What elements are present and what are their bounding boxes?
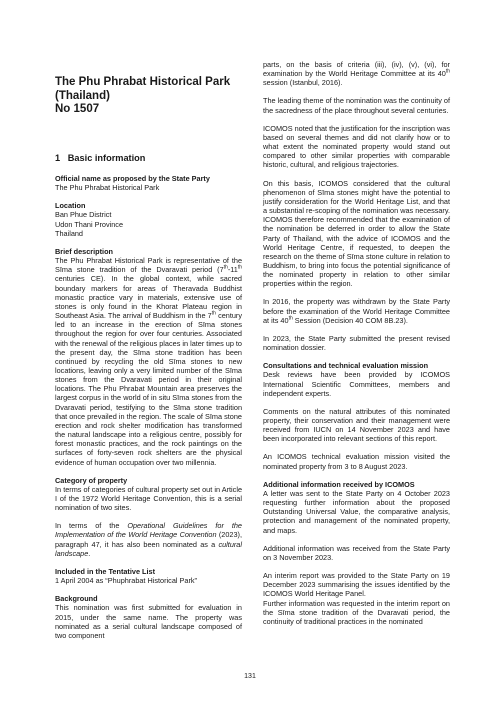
interim-further-text: Further information was requested in the interim report on the Sīma stone tradition of the Dvaravati period, the continuity of traditional practices in the nominated: [263, 598, 450, 626]
additional-info-heading: Additional information received by ICOMOS: [263, 479, 415, 489]
document-title: [55, 76, 245, 117]
category-heading: Category of property: [55, 475, 128, 485]
page-number: 131: [244, 673, 256, 680]
section-number: 1: [55, 153, 61, 163]
official-name-heading: Official name as proposed by the State Party: [55, 174, 210, 183]
consultations-text: Desk reviews have been provided by ICOMOS International Scientific Committees, members and independent experts.: [263, 370, 450, 398]
tentative-list-heading: Included in the Tentative List: [55, 566, 156, 576]
withdrawal-text: In 2016, the property was withdrawn by the State Party before the examination of the World Heritage Committee at its 40th Session (Decision 40 COM 8B.23).: [263, 297, 450, 325]
received-info-text: Additional information was received from the State Party on 3 November 2023.: [263, 543, 450, 562]
icomos-note-text: ICOMOS noted that the justification for the inscription was based on several themes and did not clarify how or to what extent the nominated property would stand out compared to other similar properties with comparable historic, cultural, and religious trajectories.: [263, 123, 450, 170]
leading-theme-text: The leading theme of the nomination was the continuity of the sacredness of the place throughout several centuries.: [263, 96, 450, 115]
tentative-list-text: 1 April 2004 as “Phuphrabat Historical Park”: [55, 576, 197, 586]
right-column: [263, 60, 450, 626]
background-text: This nomination was first submitted for evaluation in 2015, under the same name. The property was nominated as a serial cultural landscape composed of two component: [55, 603, 242, 640]
brief-description-heading: Brief description: [55, 246, 113, 256]
title-line-1: The Phu Phrabat Historical Park: [55, 76, 231, 88]
title-line-3: No 1507: [55, 103, 100, 115]
resubmission-text: In 2023, the State Party submitted the present revised nomination dossier.: [263, 333, 450, 353]
section-label: Basic information: [67, 153, 146, 163]
title-line-2: (Thailand): [55, 89, 110, 102]
operational-guidelines-text: In terms of the Operational Guidelines for the Implementation of the World Heritage Convention (2023), paragraph 47, it has also been nominated as a cultural landscape.: [55, 521, 242, 558]
location-line-1: Ban Phue District: [55, 210, 112, 220]
background-continued: parts, on the basis of criteria (iii), (iv), (v), (vi), for examination by the World Heritage Committee at its 40th session (Istanbul, 2016).: [263, 60, 450, 88]
location-line-2: Udon Thani Province: [55, 219, 124, 229]
official-name: The Phu Phrabat Historical Park: [55, 183, 160, 193]
location-line-3: Thailand: [55, 228, 83, 238]
mission-text: An ICOMOS technical evaluation mission visited the nominated property from 3 to 8 August 2023.: [263, 452, 450, 471]
location-heading: Location: [55, 201, 86, 211]
background-heading: Background: [55, 594, 98, 604]
left-column: [55, 174, 242, 640]
consultations-heading: Consultations and technical evaluation mission: [263, 361, 429, 371]
section-heading: [55, 153, 145, 163]
brief-description-text: The Phu Phrabat Historical Park is representative of the Sīma stone tradition of the Dvaravati period (7th-11th centuries CE). In the global context, while sacred boundary markers for areas of Theravada Buddhist monastic practice vary in materials, extensive use of stones is only found in the Khorat Plateau region in Southeast Asia. The arrival of Buddhism in the 7th century led to an increase in the erection of Sīma stones throughout the region for over four centuries. Associated with the renewal of the religious places in later times up to the present day, the Sīma stone tradition has been continued by recycling the old Sīma stones to new locations, leaving only a very limited number of the Sīma stones from the Dvaravati period in their original locations. The Phu Phrabat Mountain area preserves the largest corpus in the world of in situ Sīma stones from the Dvaravati period, testifying to the Sīma stone tradition that once prevailed in the region. The scale of Sīma stone erection and rock shelter modification has transformed the natural landscape into a religious centre, possibly for forest monastic practices, and the rock paintings on the surfaces of forty-seven rock shelters are the physical evidence of human occupation over two millennia.: [55, 256, 242, 467]
category-text: In terms of categories of cultural property set out in Article I of the 1972 World Heritage Convention, this is a serial nomination of two sites.: [55, 484, 242, 513]
iucn-comments-text: Comments on the natural attributes of this nominated property, their conservation and their management were received from IUCN on 14 November 2023 and have been incorporated into relevant sections of this report.: [263, 406, 450, 444]
additional-info-text: A letter was sent to the State Party on 4 October 2023 requesting further information about the proposed Outstanding Universal Value, the comparative analysis, protection and management of the nominated property, and maps.: [263, 488, 450, 535]
icomos-consideration-text: On this basis, ICOMOS considered that the cultural phenomenon of Sīma stones might have the potential to justify consideration for the World Heritage List, and that a substantial re-scoping of the nomination was necessary. ICOMOS therefore recommended that the examination of the nomination be deferred in order to allow the State Party of Thailand, with the advice of ICOMOS and the World Heritage Centre, if requested, to deepen the research on the theme of Sīma stone culture in relation to Buddhism, to bring into focus the potential significance of the nominated property in relation to other similar properties within the region.: [263, 178, 450, 289]
interim-report-text: An interim report was provided to the State Party on 19 December 2023 summarising the issues identified by the ICOMOS World Heritage Panel.: [263, 571, 450, 599]
